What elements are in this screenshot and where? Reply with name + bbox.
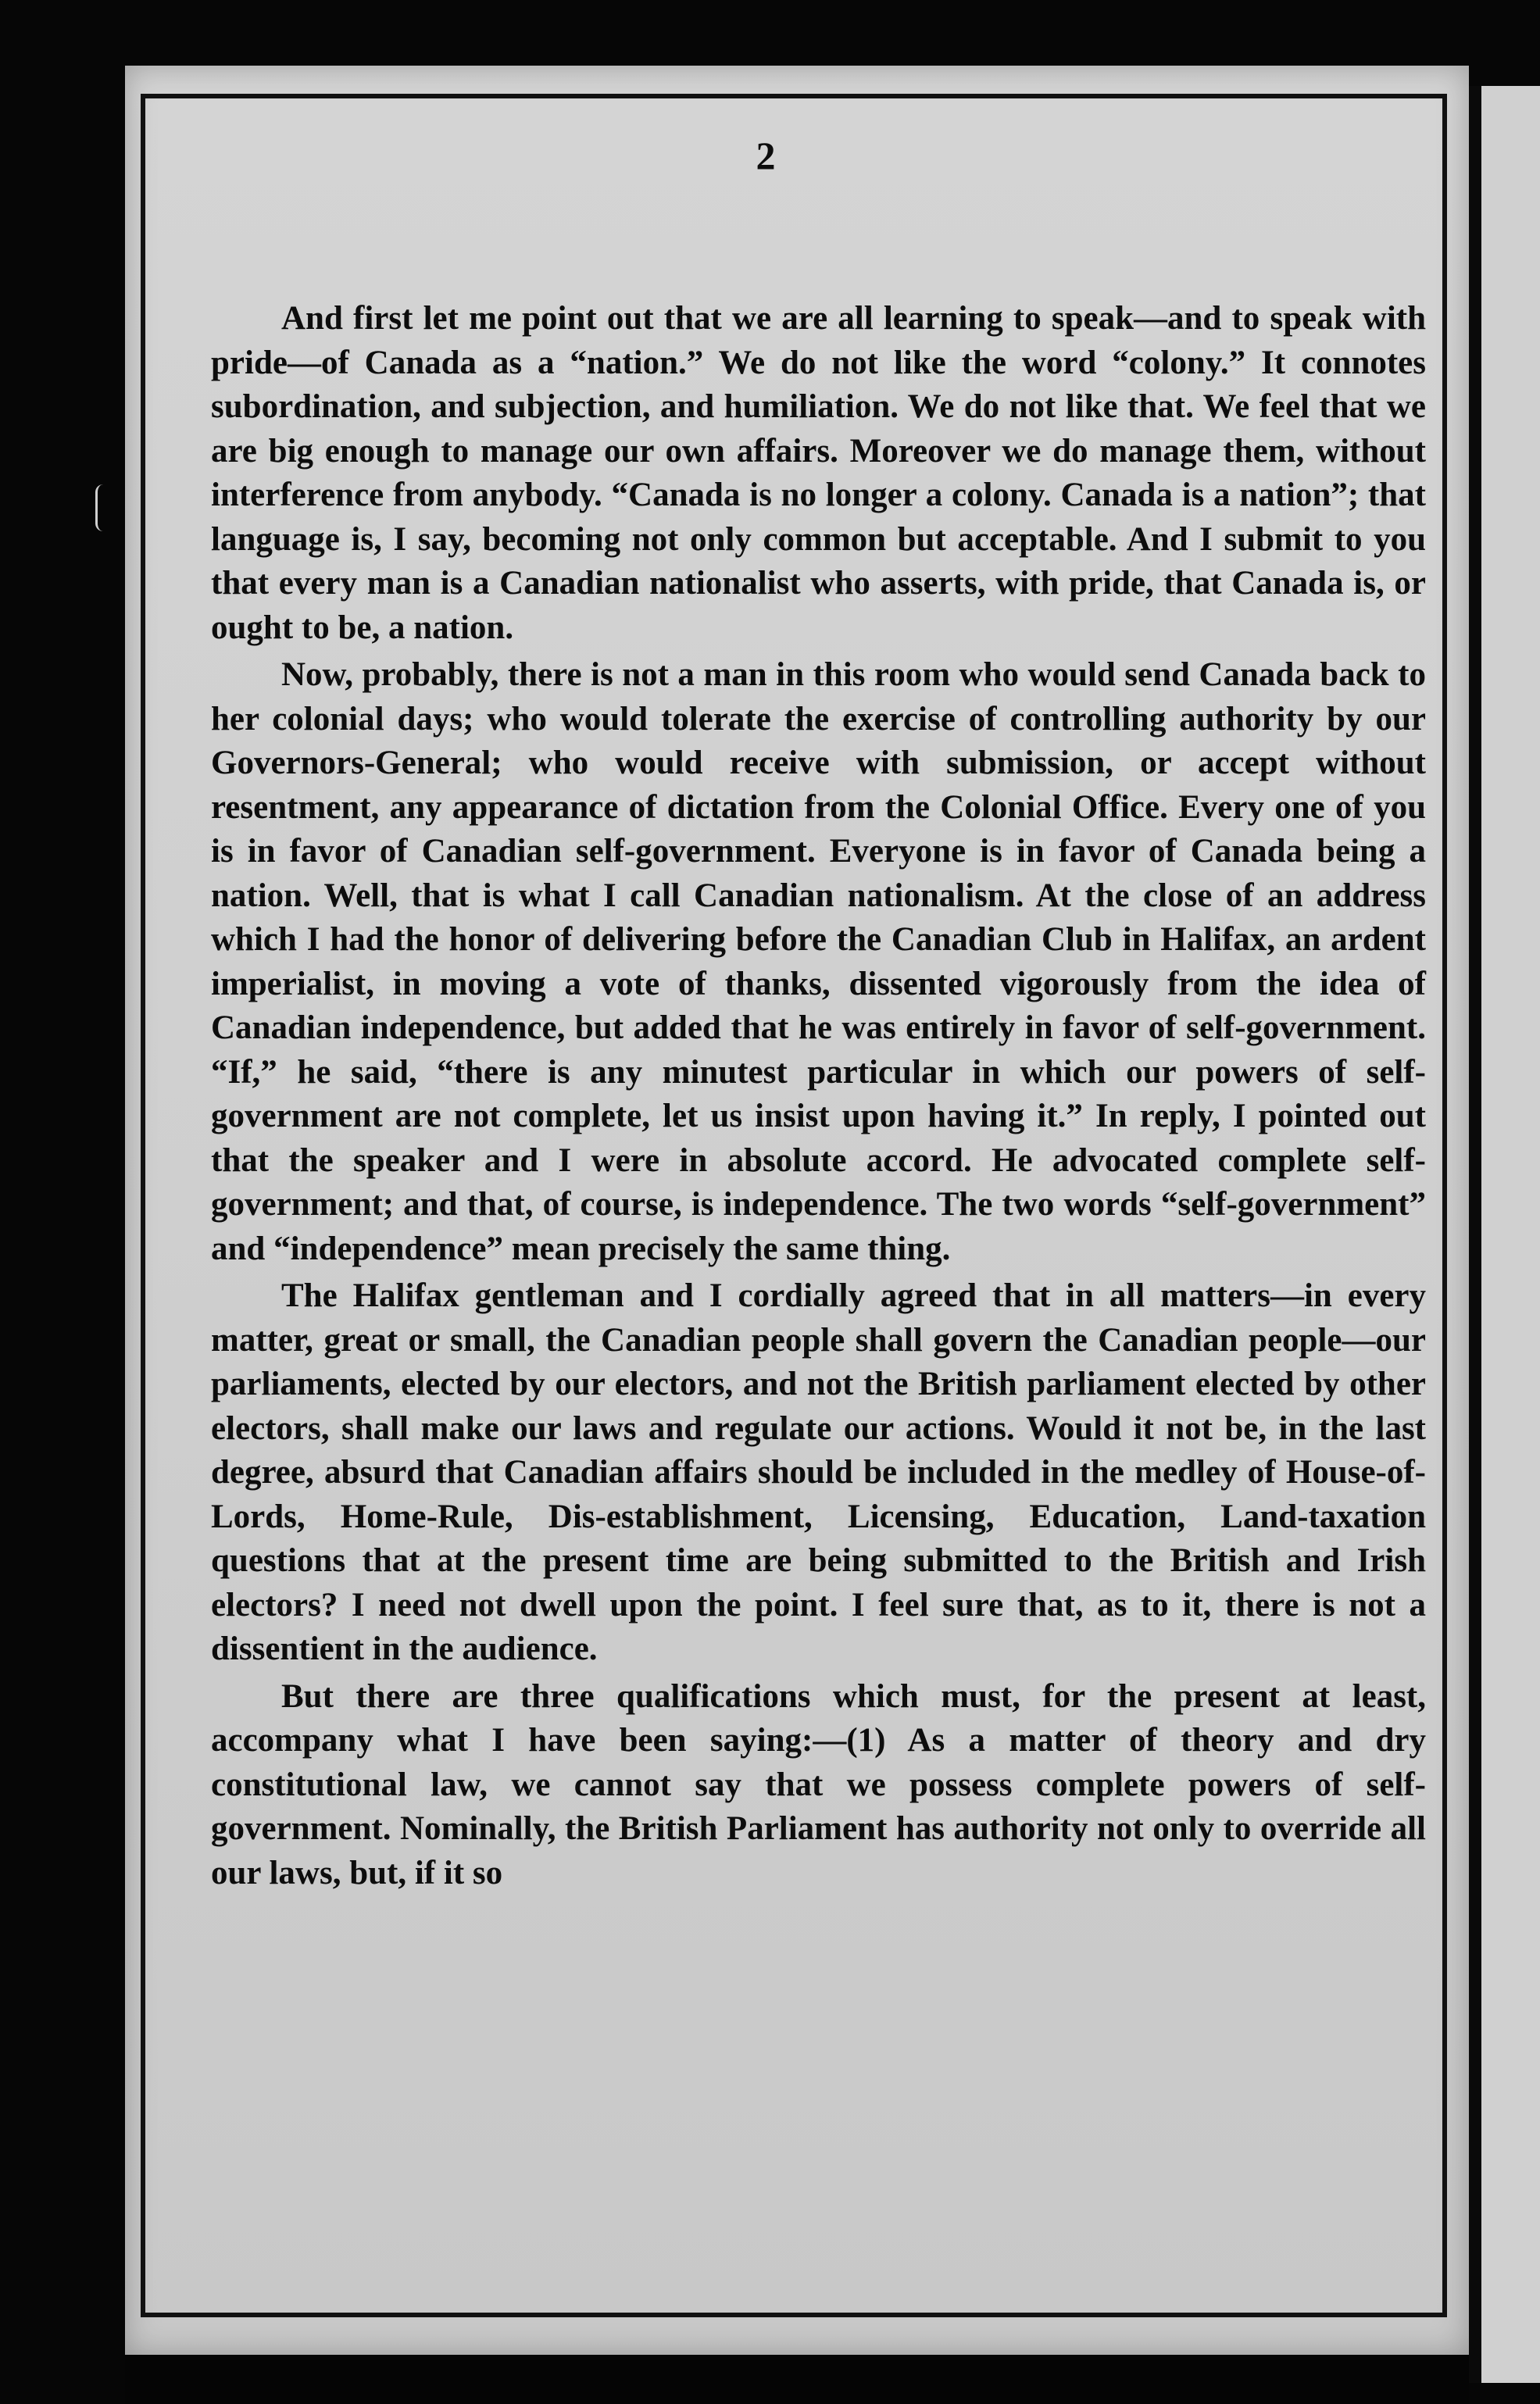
paragraph: And first let me point out that we are all learning to speak—and to speak with pride—of Canada as a “nation.” We do not like the word “colony.” It connotes subordination, and subjection, and humiliation. We do not like that. We feel that we are big enough to manage our own affairs. Moreover we do manage them, without interference from anybody. “Canada is no longer a colony. Canada is a nation”; that language is, I say, becoming not only common but acceptable. And I submit to you that every man is a Canadian nationalist who asserts, with pride, that Canada is, or ought to be, a nation. xyxy=(211,300,1426,646)
paragraph: But there are three qualifications which must, for the present at least, accompany what I have been saying:—(1) As a matter of theory and dry constitutional law, we cannot say that we possess complete powers of self-government. Nominally, the British Parliament has authority not only to override all our laws, but, if it so xyxy=(211,1677,1426,1891)
scan-bottom-border xyxy=(125,2355,1469,2404)
page-gutter-shadow xyxy=(1469,86,1481,2383)
paragraph: The Halifax gentleman and I cordially agreed that in all matters—in every matter, great or small, the Canadian people shall govern the Canadian people—our parliaments, elected by our electors, and not the British parliament elected by other electors, shall make our laws and regulate our actions. Would it not be, in the last degree, absurd that Canadian affairs should be included in the medley of House-of-Lords, Home-Rule, Dis-establishment, Licensing, Education, Land-taxation questions that at the present time are being submitted to the British and Irish electors? I need not dwell upon the point. I feel sure that, as to it, there is not a dissentient in the audience. xyxy=(211,1277,1426,1667)
page-number: 2 xyxy=(756,134,776,177)
body-text xyxy=(211,297,1426,1899)
margin-mark xyxy=(95,484,107,531)
paragraph: Now, probably, there is not a man in this room who would send Canada back to her colonial days; who would tolerate the exercise of controlling authority by our Governors-General; who would receive with submission, or accept without resentment, any appearance of dictation from the Colonial Office. Every one of you is in favor of Canadian self-government. Everyone is in favor of Canada being a nation. Well, that is what I call Canadian nationalism. At the close of an address which I had the honor of delivering before the Canadian Club in Halifax, an ardent imperialist, in moving a vote of thanks, dissented vigorously from the idea of Canadian independence, but added that he was entirely in favor of self-government. “If,” he said, “there is any minutest particular in which our powers of self-government are not complete, let us insist upon having it.” In reply, I pointed out that the speaker and I were in absolute accord. He advocated complete self-government; and that, of course, is independence. The two words “self-government” and “independence” mean precisely the same thing. xyxy=(211,656,1426,1267)
